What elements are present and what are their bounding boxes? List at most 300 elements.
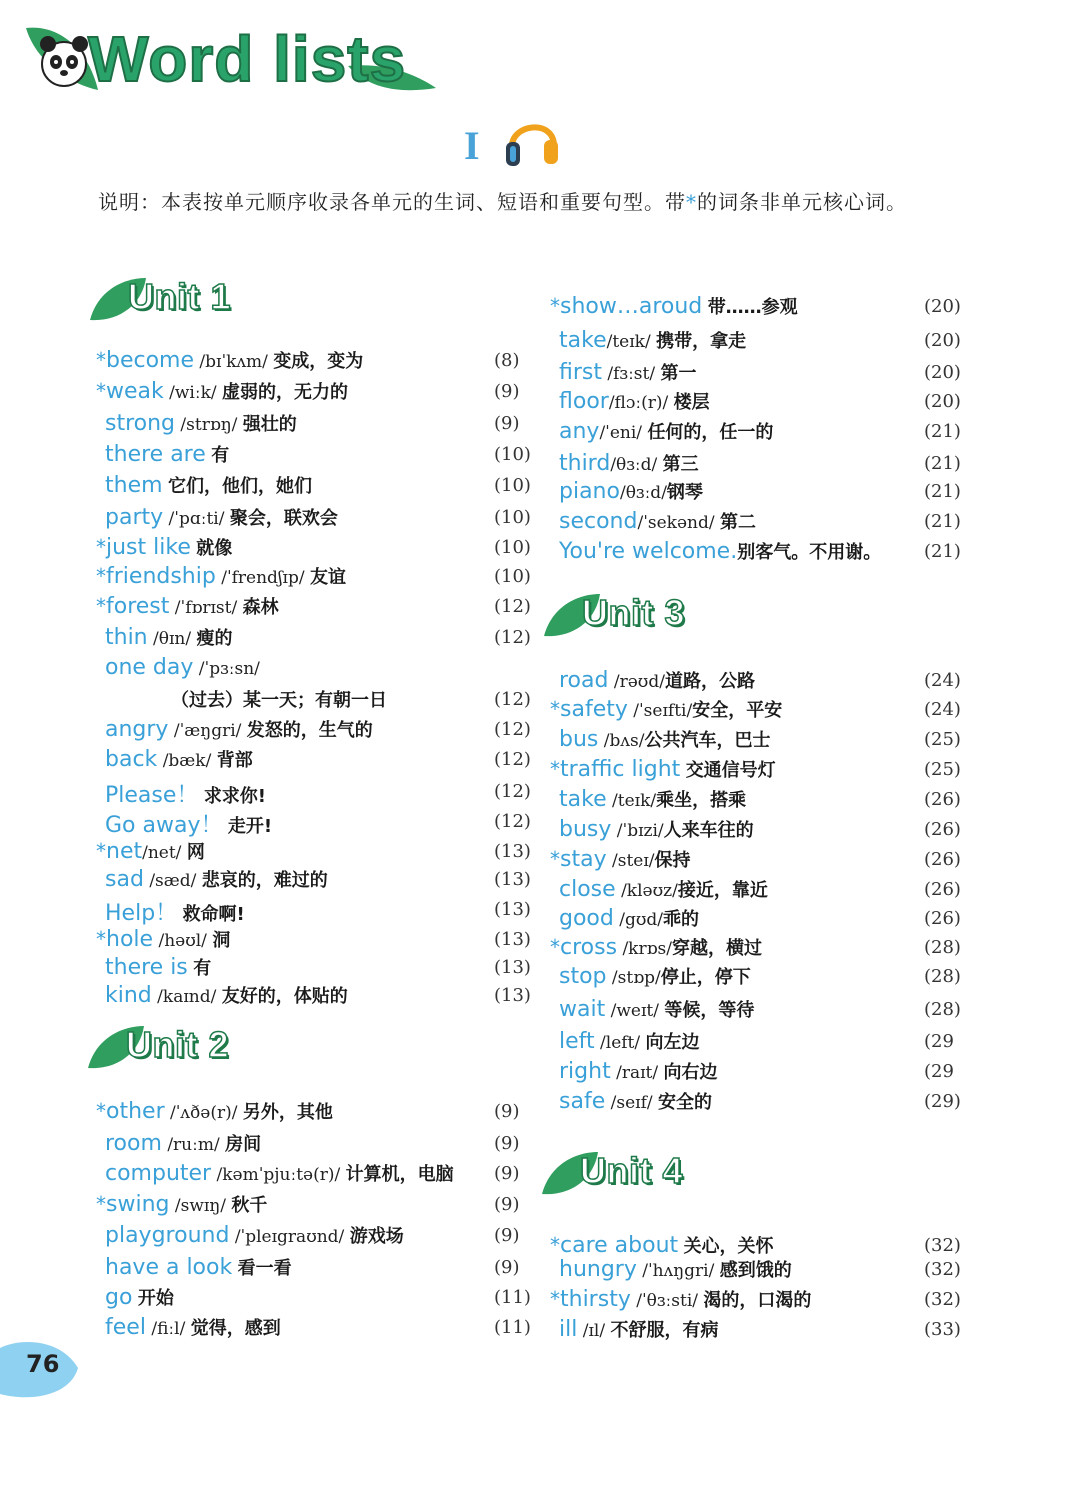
entry-page-ref: (10) (494, 566, 531, 587)
entry-page-ref: (25) (924, 729, 961, 750)
entry-meaning: 感到饿的 (719, 1260, 792, 1281)
entry-page-ref: (9) (494, 1101, 520, 1122)
entry-mark: * (550, 1233, 560, 1257)
word-entry (96, 954, 211, 984)
entry-phonetic: /swɪŋ/ (169, 1196, 232, 1216)
entry-page-ref: (12) (494, 811, 531, 832)
entry-phonetic: /θɜːd/ (610, 455, 663, 475)
entry-page-ref: (25) (924, 759, 961, 780)
instruction-note (98, 184, 968, 220)
entry-word: net (106, 839, 143, 864)
word-entry (96, 1284, 174, 1314)
entry-word: You're welcome. (559, 539, 738, 564)
entry-page-ref: (11) (494, 1287, 531, 1308)
entry-phonetic: /left/ (594, 1033, 646, 1053)
entry-word: feel (105, 1315, 146, 1340)
entry-meaning: 停止，停下 (660, 967, 751, 988)
word-entry (96, 1222, 404, 1252)
entry-phonetic: /bʌs/ (598, 731, 645, 751)
entry-word: ill (559, 1317, 578, 1342)
word-entry (550, 846, 691, 876)
word-entry (96, 593, 279, 623)
entry-meaning: 保持 (654, 850, 691, 871)
entry-page-ref: (20) (924, 391, 961, 412)
entry-page-ref: (33) (924, 1319, 961, 1340)
entry-meaning: 不舒服，有病 (610, 1320, 719, 1341)
entry-page-ref: (26) (924, 908, 961, 929)
word-entry (550, 508, 756, 538)
entry-page-ref: (32) (924, 1235, 961, 1256)
entry-meaning: 有 (211, 445, 230, 466)
entry-word: safe (559, 1089, 606, 1114)
note-text-before: 说明：本表按单元顺序收录各单元的生词、短语和重要句型。带 (98, 190, 686, 214)
entry-word: room (105, 1131, 162, 1156)
word-entry (550, 327, 746, 357)
entry-phonetic: /ˈʌðə(r)/ (164, 1103, 243, 1123)
entry-word: third (559, 451, 611, 476)
entry-meaning: 房间 (225, 1134, 262, 1155)
headphones-icon (504, 112, 560, 170)
entry-page-ref: (13) (494, 957, 531, 978)
entry-word: other (106, 1099, 165, 1124)
word-entry (96, 347, 363, 377)
entry-word: Go away！ (105, 813, 223, 838)
entry-page-ref: (20) (924, 296, 961, 317)
entry-phonetic: /bɪˈkʌm/ (194, 352, 274, 372)
word-entry (96, 746, 253, 776)
entry-mark: * (96, 927, 106, 951)
entry-page-ref: (11) (494, 1317, 531, 1338)
entry-word: cross (560, 935, 618, 960)
entry-phonetic: /kləʊz/ (615, 881, 678, 901)
entry-page-ref: (21) (924, 453, 961, 474)
word-entry (550, 450, 699, 480)
entry-phonetic: /seɪf/ (605, 1093, 659, 1113)
entry-page-ref: (32) (924, 1259, 961, 1280)
entry-page-ref: (9) (494, 1133, 520, 1154)
entry-word: stay (560, 847, 607, 872)
entry-word: go (105, 1285, 133, 1310)
entry-phonetic: /θɪn/ (147, 629, 197, 649)
word-entry (96, 926, 230, 956)
word-entry (550, 786, 746, 816)
entry-page-ref: (12) (494, 719, 531, 740)
entry-phonetic: /ɪl/ (577, 1321, 611, 1341)
word-entry (96, 896, 245, 926)
entry-phonetic: /krɒs/ (617, 939, 672, 959)
entry-word: second (559, 509, 638, 534)
entry-word: care about (560, 1233, 679, 1258)
entry-word: left (559, 1029, 595, 1054)
unit-2-heading (86, 1024, 266, 1076)
entry-phonetic: /ˈhʌŋgri/ (636, 1261, 720, 1281)
entry-mark: * (96, 839, 106, 863)
entry-word: thin (105, 625, 148, 650)
entry-phonetic: /flɔː(r)/ (608, 393, 674, 413)
entry-word: first (559, 360, 602, 385)
entry-page-ref: (29) (924, 1091, 961, 1112)
entry-page-ref: (21) (924, 511, 961, 532)
entry-phonetic: /kəmˈpjuːtə(r)/ (211, 1165, 346, 1185)
entry-mark: * (550, 935, 560, 959)
entry-page-ref: (12) (494, 596, 531, 617)
entry-phonetic: /θɜːd/ (619, 483, 667, 503)
entry-word: angry (105, 717, 169, 742)
entry-page-ref: (13) (494, 929, 531, 950)
entry-phonetic: /ˈpɜːsn/ (193, 659, 260, 679)
entry-word: sad (105, 867, 144, 892)
unit-1-label: Unit 1 (128, 276, 232, 317)
entry-page-ref: (24) (924, 699, 961, 720)
entry-mark: * (550, 294, 560, 318)
unit-4-heading (540, 1150, 720, 1202)
entry-page-ref: (29 (924, 1031, 954, 1052)
word-entry (96, 1098, 333, 1128)
entry-word: playground (105, 1223, 230, 1248)
word-entry (550, 1058, 718, 1088)
entry-page-ref: (9) (494, 1194, 520, 1215)
entry-phonetic: /teɪk/ (606, 791, 657, 811)
entry-page-ref: (10) (494, 507, 531, 528)
word-entry (96, 778, 266, 808)
entry-word: just like (106, 535, 191, 560)
word-entry (550, 696, 782, 726)
word-entry (550, 905, 699, 935)
entry-word: Help！ (105, 901, 178, 926)
entry-meaning: 瘦的 (196, 628, 233, 649)
entry-mark: * (96, 1192, 106, 1216)
entry-phonetic: /stɒp/ (606, 968, 661, 988)
entry-phonetic: /kaɪnd/ (151, 987, 222, 1007)
entry-phonetic: /ˈæŋgri/ (168, 721, 247, 741)
word-entry (550, 1088, 712, 1118)
page-number: 76 (26, 1350, 60, 1378)
note-star: * (686, 190, 697, 214)
entry-meaning: 安全的 (658, 1092, 713, 1113)
entry-phonetic: /ˈpleɪgraʊnd/ (229, 1227, 350, 1247)
entry-word: Please！ (105, 783, 199, 808)
entry-word: weak (106, 379, 164, 404)
entry-page-ref: (32) (924, 1289, 961, 1310)
entry-mark: * (96, 348, 106, 372)
entry-word: hungry (559, 1257, 637, 1282)
entry-meaning: 另外，其他 (242, 1102, 333, 1123)
entry-phonetic: /wiːk/ (163, 383, 223, 403)
word-entry (550, 1316, 718, 1346)
entry-phonetic: /weɪt/ (605, 1001, 665, 1021)
word-entry (96, 1191, 267, 1221)
entry-page-ref: (20) (924, 362, 961, 383)
entry-word: take (559, 328, 607, 353)
entry-phonetic: /sæd/ (143, 871, 202, 891)
unit-3-heading (542, 592, 722, 644)
word-entry (550, 816, 754, 846)
word-entry (550, 478, 703, 508)
section-letter: I (464, 123, 480, 168)
entry-phonetic: /gʊd/ (613, 910, 664, 930)
entry-word: bus (559, 727, 599, 752)
entry-word: traffic light (560, 757, 681, 782)
entry-page-ref: (28) (924, 999, 961, 1020)
word-entry (96, 441, 229, 471)
entry-phonetic: /raɪt/ (610, 1063, 664, 1083)
entry-page-ref: (13) (494, 869, 531, 890)
entry-word: become (106, 348, 195, 373)
word-entry (550, 667, 755, 697)
entry-phonetic: /ˈsekənd/ (637, 513, 720, 533)
note-text-after: 的词条非单元核心词。 (697, 190, 907, 214)
entry-word: hole (106, 927, 154, 952)
word-entry (96, 472, 312, 502)
entry-mark: * (550, 757, 560, 781)
entry-word: busy (559, 817, 612, 842)
entry-phonetic: /ˈeni/ (599, 423, 648, 443)
entry-page-ref: (12) (494, 781, 531, 802)
word-entry (96, 410, 297, 440)
entry-word: there is (105, 955, 188, 980)
entry-mark: * (96, 564, 106, 588)
word-entry (550, 388, 710, 418)
word-entry (96, 1130, 261, 1160)
entry-word: thirsty (560, 1287, 631, 1312)
word-entry (550, 538, 881, 568)
entry-word: show…aroud (560, 294, 703, 319)
word-entry (550, 934, 762, 964)
entry-meaning: 携带，拿走 (656, 331, 747, 352)
entry-meaning: 背部 (216, 750, 253, 771)
entry-meaning: （过去）某一天；有朝一日 (171, 690, 387, 711)
entry-page-ref: (26) (924, 879, 961, 900)
entry-page-ref: (24) (924, 670, 961, 691)
entry-page-ref: (8) (494, 350, 520, 371)
word-entry (550, 996, 754, 1026)
entry-word: good (559, 906, 614, 931)
entry-meaning: 乖的 (663, 909, 700, 930)
entry-phonetic: /fiːl/ (145, 1319, 191, 1339)
entry-meaning: 救命啊! (182, 904, 245, 925)
word-entry (96, 504, 338, 534)
entry-meaning: 开始 (137, 1288, 174, 1309)
entry-meaning: 带……参观 (707, 297, 798, 318)
entry-page-ref: (13) (494, 985, 531, 1006)
entry-page-ref: (13) (494, 841, 531, 862)
word-entry (550, 1028, 700, 1058)
entry-mark: * (96, 594, 106, 618)
entry-meaning: 钢琴 (666, 482, 703, 503)
entry-page-ref: (9) (494, 381, 520, 402)
entry-word: back (105, 747, 158, 772)
entry-mark: * (550, 1287, 560, 1311)
entry-mark: * (550, 697, 560, 721)
entry-word: piano (559, 479, 620, 504)
entry-meaning: 强壮的 (242, 414, 297, 435)
entry-meaning: 道路，公路 (664, 671, 755, 692)
entry-meaning: 交通信号灯 (685, 760, 776, 781)
entry-meaning: 求求你! (203, 786, 267, 807)
entry-word: road (559, 668, 609, 693)
word-entry (550, 359, 697, 389)
entry-meaning: 网 (186, 842, 205, 863)
entry-page-ref: (21) (924, 481, 961, 502)
entry-meaning: 就像 (196, 538, 233, 559)
entry-meaning: 友谊 (310, 567, 347, 588)
unit-2-label: Unit 2 (126, 1024, 230, 1065)
word-entry (162, 686, 387, 716)
word-entry (96, 716, 373, 746)
entry-page-ref: (10) (494, 475, 531, 496)
word-entry (96, 378, 348, 408)
entry-meaning: 公共汽车，巴士 (644, 730, 771, 751)
entry-phonetic: /ˈpɑːti/ (163, 509, 230, 529)
entry-page-ref: (12) (494, 627, 531, 648)
entry-meaning: 发怒的，生气的 (246, 720, 373, 741)
entry-word: take (559, 787, 607, 812)
word-entry (550, 293, 798, 323)
page-title: Word lists (88, 23, 407, 95)
entry-word: right (559, 1059, 611, 1084)
entry-page-ref: (9) (494, 1225, 520, 1246)
entry-word: one day (105, 655, 194, 680)
word-entry (96, 838, 205, 868)
entry-page-ref: (26) (924, 819, 961, 840)
entry-meaning: 第一 (660, 363, 697, 384)
entry-word: swing (106, 1192, 170, 1217)
word-entry (550, 1286, 811, 1316)
unit-3-label: Unit 3 (582, 592, 686, 633)
word-entry (96, 808, 272, 838)
entry-page-ref: (13) (494, 899, 531, 920)
word-entry (96, 655, 260, 685)
entry-meaning: 它们，他们，她们 (167, 476, 312, 497)
entry-phonetic: /ˈseɪfti/ (627, 701, 693, 721)
entry-phonetic: /steɪ/ (606, 851, 655, 871)
entry-word: safety (560, 697, 628, 722)
entry-page-ref: (9) (494, 1257, 520, 1278)
entry-meaning: 看一看 (237, 1258, 292, 1279)
entry-word: stop (559, 964, 607, 989)
entry-meaning: 第三 (662, 454, 699, 475)
entry-meaning: 人来车往的 (663, 820, 754, 841)
entry-page-ref: (9) (494, 1163, 520, 1184)
entry-word: close (559, 877, 616, 902)
entry-meaning: 等候，等待 (664, 1000, 755, 1021)
entry-page-ref: (28) (924, 937, 961, 958)
entry-word: floor (559, 389, 609, 414)
entry-phonetic: /ruːm/ (161, 1135, 226, 1155)
entry-page-ref: (29 (924, 1061, 954, 1082)
entry-word: friendship (106, 564, 216, 589)
entry-meaning: 觉得，感到 (190, 1318, 281, 1339)
entry-meaning: 友好的，体贴的 (221, 986, 348, 1007)
entry-phonetic: /net/ (142, 843, 187, 863)
entry-meaning: 洞 (212, 930, 231, 951)
entry-word: have a look (105, 1255, 233, 1280)
entry-mark: * (96, 379, 106, 403)
word-entry (96, 866, 328, 896)
entry-phonetic: /fɜːst/ (602, 364, 661, 384)
word-entry (96, 624, 233, 654)
entry-word: strong (105, 411, 176, 436)
word-entry (96, 534, 232, 564)
word-entry (550, 726, 770, 756)
entry-meaning: 秋千 (231, 1195, 268, 1216)
entry-mark: * (550, 847, 560, 871)
entry-meaning: 安全，平安 (692, 700, 783, 721)
entry-meaning: 游戏场 (349, 1226, 404, 1247)
entry-word: any (559, 419, 600, 444)
entry-page-ref: (12) (494, 689, 531, 710)
entry-phonetic: /teɪk/ (606, 332, 657, 352)
word-entry (550, 876, 768, 906)
word-entry (550, 418, 773, 448)
entry-word: there are (105, 442, 206, 467)
entry-meaning: 走开! (227, 816, 273, 837)
entry-mark: * (96, 535, 106, 559)
entry-meaning: 悲哀的，难过的 (201, 870, 328, 891)
entry-page-ref: (26) (924, 789, 961, 810)
entry-meaning: 向左边 (645, 1032, 700, 1053)
entry-phonetic: /ˈfrendʃɪp/ (215, 568, 311, 588)
entry-phonetic: /bæk/ (157, 751, 217, 771)
entry-word: wait (559, 997, 606, 1022)
entry-page-ref: (26) (924, 849, 961, 870)
entry-word: kind (105, 983, 152, 1008)
entry-phonetic: /ˈbɪzi/ (611, 821, 664, 841)
entry-word: forest (106, 594, 170, 619)
entry-meaning: 乘坐，搭乘 (656, 790, 747, 811)
word-entry (96, 563, 346, 593)
entry-meaning: 虚弱的，无力的 (222, 382, 349, 403)
entry-meaning: 有 (193, 958, 212, 979)
entry-meaning: 向右边 (663, 1062, 718, 1083)
entry-phonetic: /ˈθɜːsti/ (630, 1291, 704, 1311)
entry-word: computer (105, 1161, 212, 1186)
unit-1-heading (88, 276, 268, 328)
entry-meaning: 变成，变为 (273, 351, 364, 372)
entry-page-ref: (28) (924, 966, 961, 987)
entry-page-ref: (9) (494, 413, 520, 434)
entry-phonetic: /həʊl/ (153, 931, 213, 951)
word-entry (96, 1254, 292, 1284)
unit-4-label: Unit 4 (580, 1150, 684, 1191)
entry-meaning: 计算机，电脑 (345, 1164, 454, 1185)
entry-meaning: 楼层 (673, 392, 710, 413)
entry-meaning: 接近，靠近 (677, 880, 768, 901)
entry-meaning: 穿越，横过 (671, 938, 762, 959)
entry-page-ref: (20) (924, 330, 961, 351)
entry-meaning: 关心，关怀 (683, 1236, 774, 1257)
entry-page-ref: (21) (924, 421, 961, 442)
entry-meaning: 别客气。不用谢。 (737, 542, 882, 563)
entry-page-ref: (12) (494, 749, 531, 770)
entry-word: them (105, 473, 163, 498)
entry-phonetic: /rəʊd/ (608, 672, 665, 692)
word-entry (96, 982, 348, 1012)
entry-mark: * (96, 1099, 106, 1123)
entry-word: party (105, 505, 164, 530)
word-entry (96, 1314, 281, 1344)
entry-phonetic: /ˈfɒrɪst/ (169, 598, 243, 618)
word-entry (550, 1256, 792, 1286)
entry-meaning: 聚会，联欢会 (229, 508, 338, 529)
entry-meaning: 任何的，任一的 (647, 422, 774, 443)
entry-meaning: 第二 (719, 512, 756, 533)
entry-meaning: 森林 (242, 597, 279, 618)
word-entry (550, 963, 751, 993)
entry-phonetic: /strɒŋ/ (175, 415, 243, 435)
entry-page-ref: (21) (924, 541, 961, 562)
word-entry (96, 1160, 454, 1190)
